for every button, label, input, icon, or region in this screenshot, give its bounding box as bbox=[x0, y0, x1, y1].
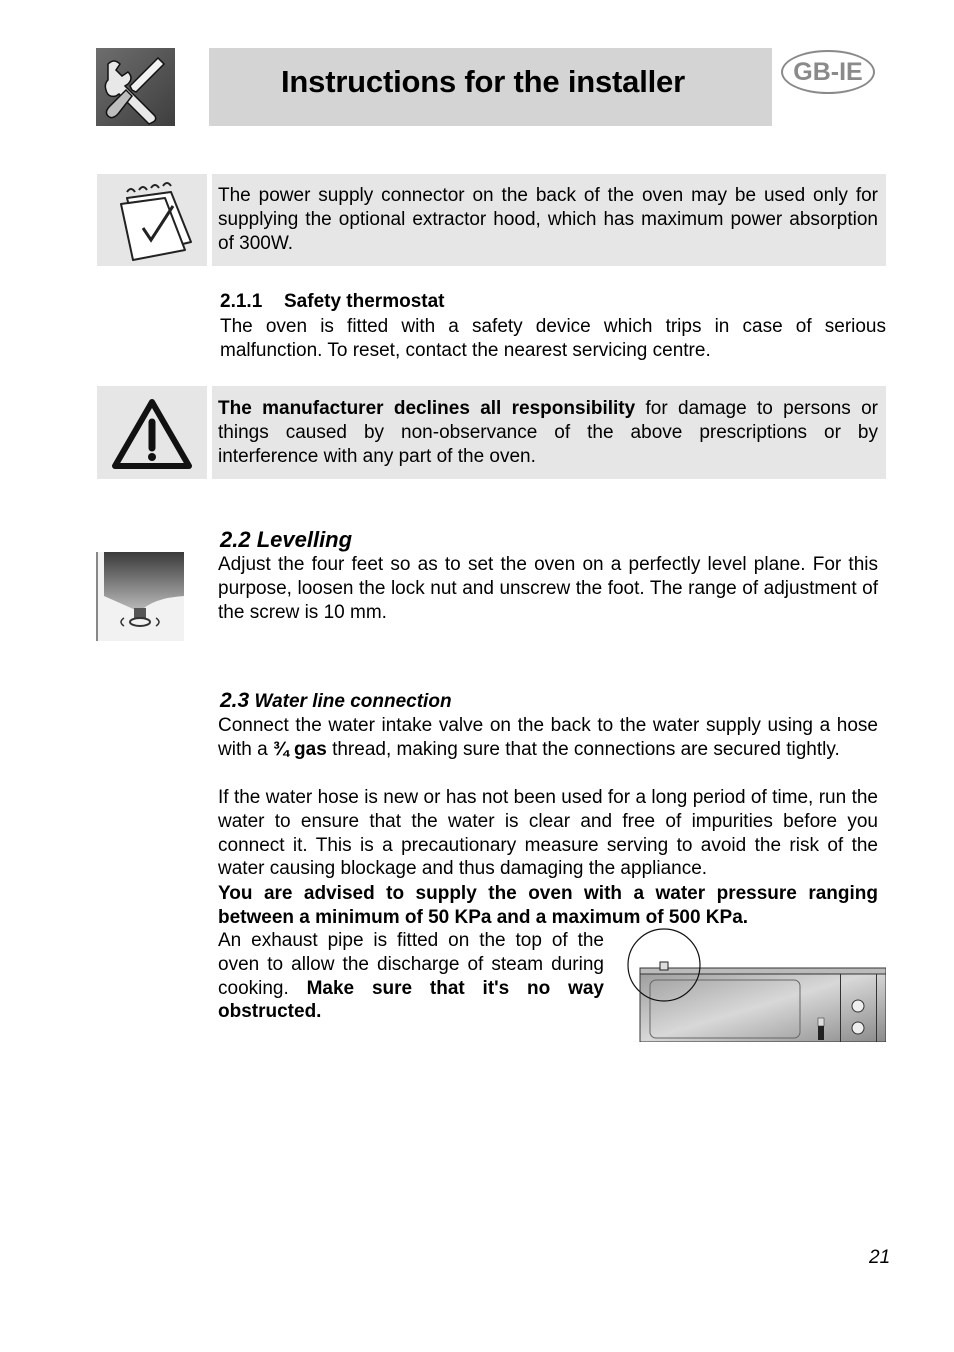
page-number: 21 bbox=[869, 1247, 891, 1268]
note-box-text: The power supply connector on the back of the oven may be used only for supplying the optional extractor hood, which has maximum power absorption of 300W. bbox=[218, 185, 878, 254]
water-line-paragraph-1 bbox=[218, 714, 878, 762]
note-box-icon-panel bbox=[97, 174, 207, 266]
warning-bold-text: The manufacturer declines all responsibility bbox=[218, 398, 636, 419]
language-badge-label: GB-IE bbox=[793, 57, 863, 86]
section-number: 2.1.1 bbox=[220, 291, 263, 312]
safety-thermostat-heading bbox=[220, 291, 445, 313]
levelling-text: Adjust the four feet so as to set the oven on a perfectly level plane. For this purpose, loosen the lock nut and unscrew the foot. The range of adjustment of the screw is 10 mm. bbox=[218, 554, 878, 623]
warning-box-icon-panel bbox=[97, 386, 207, 479]
water-line-paragraph-2: If the water hose is new or has not been used for a long period of time, run the water to ensure that the water is clear and free of impurities before you connect it. This is a precautionary measure serving to avoid the risk of the water causing blockage and thus damaging the appliance. bbox=[218, 787, 878, 880]
safety-thermostat-text: The oven is fitted with a safety device which trips in case of serious malfunction. To reset, contact the nearest servicing centre. bbox=[220, 316, 886, 361]
p1-text-after: thread, making sure that the connections are secured tightly. bbox=[326, 738, 840, 760]
language-badge bbox=[781, 50, 875, 94]
warning-rest-text: for damage to persons or things caused by non-observance of the above prescriptions or by interference with any part of the oven. bbox=[218, 398, 878, 467]
page-title: Instructions for the installer bbox=[281, 64, 685, 99]
tools-icon bbox=[96, 48, 175, 126]
p1-bold: ¾ gas bbox=[272, 738, 327, 760]
p1-text: Connect the water intake valve on the back to the water supply using a hose with a bbox=[218, 715, 878, 760]
water-line-heading bbox=[220, 689, 452, 713]
p4-bold: Make sure that it's no way obstructed. bbox=[218, 977, 605, 1023]
notepad-check-icon bbox=[97, 174, 207, 266]
levelling-heading: 2.2 Levelling bbox=[220, 527, 353, 552]
oven-foot-icon bbox=[96, 552, 184, 641]
warning-triangle-icon bbox=[97, 386, 207, 479]
p4-text: An exhaust pipe is fitted on the top of the oven to allow the discharge of steam during cooking. bbox=[218, 930, 604, 999]
section-title: Water line connection bbox=[249, 691, 452, 712]
water-line-paragraph-4 bbox=[218, 929, 604, 1024]
warning-box-text bbox=[218, 397, 878, 468]
water-line-pressure-advice: You are advised to supply the oven with a water pressure ranging between a minimum of 50 KPa and a maximum of 500 KPa. bbox=[218, 883, 878, 928]
section-title: Safety thermostat bbox=[284, 291, 445, 312]
oven-top-exhaust-icon bbox=[626, 926, 886, 1042]
section-number: 2.3 bbox=[220, 689, 250, 712]
